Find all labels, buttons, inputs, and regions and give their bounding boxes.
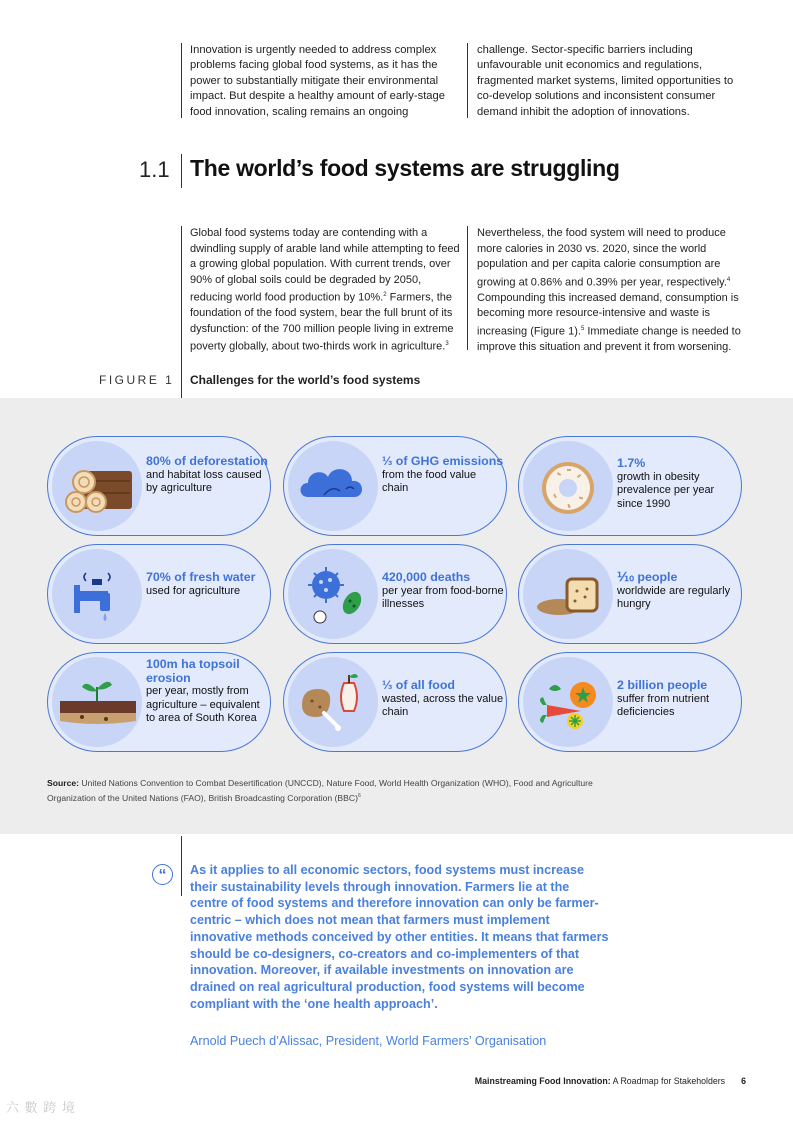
watermark-logo: 六 數 跨 境 — [6, 1100, 76, 1115]
footer-title: Mainstreaming Food Innovation: — [474, 1076, 611, 1086]
figure-card — [283, 652, 507, 752]
intro-divider-left — [181, 43, 182, 118]
bacteria-icon — [288, 549, 378, 639]
pull-quote: As it applies to all economic sectors, food systems must increase their sustainability levels through innovation. Farmers lie at the centre of food systems and therefore innovation can only be farmer-centric – which does not mean that farmers must implement innovative methods conceived by other entities. It means that farmers should be co-designers, co-creators and co-implementers of that innovation. Moreover, if available investments on innovation are drained on real agricultural production, food systems will become compliant with the ‘one health approach’. — [190, 863, 609, 1011]
card-highlight: 420,000 deaths — [382, 570, 471, 584]
card-text: from the food value chain — [382, 468, 477, 495]
section-heading-divider — [181, 154, 182, 188]
figure-card — [47, 652, 271, 752]
card-text: wasted, across the value chain — [382, 692, 504, 719]
bread-icon — [523, 549, 613, 639]
intro-left-text: Innovation is urgently needed to address complex problems facing global food systems, as it has the power to substantially mitigate their environmental impact. But despite a healthy amount of early-stage food innovation, scaling remains an ongoing — [190, 44, 445, 118]
cloud-icon — [288, 441, 378, 531]
card-text: and habitat loss caused by agriculture — [146, 468, 262, 495]
card-highlight: 1.7% — [617, 456, 646, 470]
donut-icon — [523, 441, 613, 531]
figure-panel — [0, 398, 793, 834]
faucet-icon — [52, 549, 142, 639]
quote-icon: “ — [152, 864, 173, 885]
body-left-text: Global food systems today are contending with a dwindling supply of arable land while attempting to feed a growing global population. With current trends, over 90% of global soils could be degraded by 2050, reducing world food production by 10%.$^2$ Farmers, the foundation of the food system, bear the full brunt of its dysfunction: of the 700 million people living in extreme poverty globally, about two-thirds work in agriculture.$^3$ — [190, 227, 460, 353]
card-text: per year, mostly from agriculture – equivalent to area of South Korea — [146, 685, 260, 725]
figure-label: FIGURE 1 — [99, 373, 175, 387]
intro-divider-right — [467, 43, 468, 118]
quote-divider — [181, 836, 182, 896]
figure-card — [283, 544, 507, 644]
logs-icon — [52, 441, 142, 531]
card-highlight: 80% of deforestation — [146, 454, 268, 468]
vegetables-icon — [523, 657, 613, 747]
card-text: worldwide are regularly hungry — [617, 584, 731, 611]
figure-card — [47, 436, 271, 536]
body-right-text: Nevertheless, the food system will need to produce more calories in 2030 vs. 2020, since the world population and per capita calorie consumption are growing at 0.86% and 0.39% per year, respectively.$^4$ Compounding this increased demand, consumption is becoming more resource-intensive and waste is increasing (Figure 1).$^5$ Immediate change is needed to improve this situation and prevent it from worsening. — [477, 227, 741, 353]
card-highlight: ⅓ of GHG emissions — [382, 454, 504, 468]
page-footer — [475, 1076, 746, 1086]
card-highlight: ⅓ of all food — [382, 678, 455, 692]
page-number: 6 — [741, 1076, 746, 1086]
body-divider-right — [467, 226, 468, 350]
section-number: 1.1 — [139, 157, 170, 182]
figure-card — [518, 436, 742, 536]
card-text: per year from food-borne illnesses — [382, 584, 504, 611]
figure-card — [518, 544, 742, 644]
quote-attribution: Arnold Puech d’Alissac, President, World Farmers’ Organisation — [190, 1034, 547, 1048]
body-divider-left — [181, 226, 182, 399]
food-waste-icon — [288, 657, 378, 747]
figure-title: Challenges for the world’s food systems — [190, 373, 421, 387]
card-text: used for agriculture — [146, 584, 241, 597]
card-highlight: ⅒ people — [617, 570, 678, 584]
intro-right-text: challenge. Sector-specific barriers including unfavourable unit economics and regulations, fragmented market systems, limited opportunities to co-develop solutions and inconsistent consumer demand inhibit the adoption of innovations. — [477, 44, 734, 118]
card-highlight: 100m ha topsoil erosion — [146, 657, 240, 685]
figure-card — [47, 544, 271, 644]
card-highlight: 2 billion people — [617, 678, 708, 692]
footer-subtitle: A Roadmap for Stakeholders — [610, 1076, 726, 1086]
figure-card — [518, 652, 742, 752]
section-title: The world’s food systems are struggling — [190, 155, 620, 181]
card-text: growth in obesity prevalence per year since 1990 — [617, 470, 715, 510]
figure-source: Source: United Nations Convention to Combat Desertification (UNCCD), Nature Food, World Health Organization (WHO), Food and Agriculture Organization of the United Nations (FAO), British Broadcasting Corporation (BBC)$^6$ — [47, 778, 593, 803]
card-highlight: 70% of fresh water — [146, 570, 256, 584]
card-text: suffer from nutrient deficiencies — [617, 692, 710, 719]
figure-card — [283, 436, 507, 536]
sprout-soil-icon — [52, 657, 142, 747]
